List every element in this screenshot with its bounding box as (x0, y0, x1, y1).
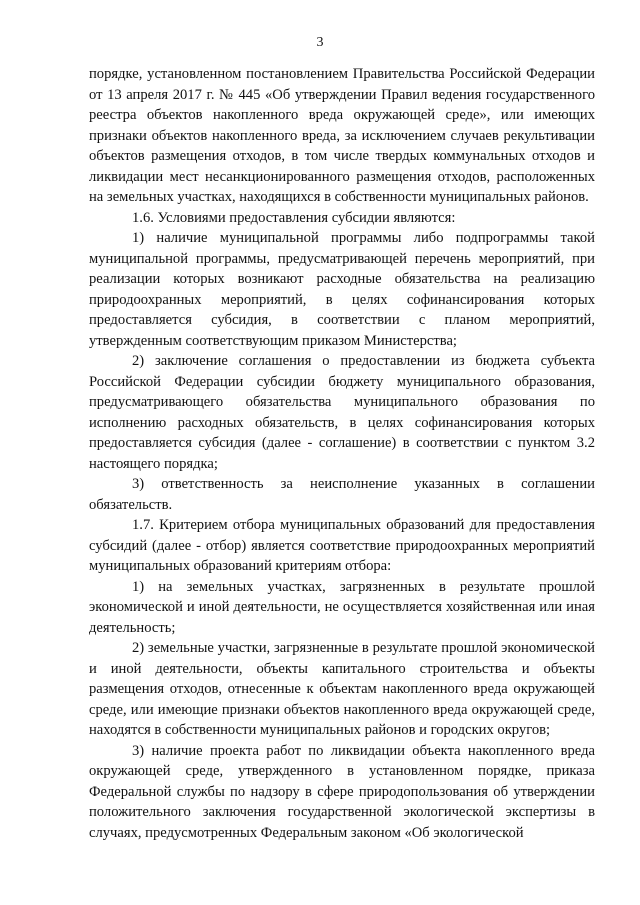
document-body (89, 64, 595, 843)
paragraph-criterion-1: 1) на земельных участках, загрязненных в результате прошлой экономической и иной деятельности, не осуществляется хозяйственная или иная деятельность; (89, 578, 595, 636)
paragraph-continuation: порядке, установленном постановлением Правительства Российской Федерации от 13 апреля 2017 г. № 445 «Об утверждении Правил ведения государственного реестра объектов накопленного вреда окружающей среде», или имеющих признаки объектов накопленного вреда, за исключением случаев рекультивации объектов размещения отходов, в том числе твердых коммунальных отходов и ликвидации мест несанкционированного размещения отходов, расположенных на земельных участках, находящихся в собственности муниципальных районов. (89, 66, 595, 205)
paragraph-condition-2: 2) заключение соглашения о предоставлении из бюджета субъекта Российской Федерации субсидии бюджету муниципального образования, предусматривающего обязательства муниципального образования по исполнению расходных обязательств, в целях софинансирования которых предоставляется субсидия (далее - соглашение) в соответствии с пунктом 3.2 настоящего порядка; (89, 353, 595, 472)
page-number: 3 (316, 35, 324, 50)
paragraph-condition-1: 1) наличие муниципальной программы либо подпрограммы такой муниципальной программы, предусматривающей перечень мероприятий, при реализации которых возникают расходные обязательства на реализацию природоохранных мероприятий, в целях софинансирования которых предоставляется субсидия, в соответствии с планом мероприятий, утвержденным соответствующим приказом Министерства; (89, 230, 595, 349)
paragraph-condition-3: 3) ответственность за неисполнение указанных в соглашении обязательств. (89, 476, 595, 513)
paragraph-criterion-3: 3) наличие проекта работ по ликвидации объекта накопленного вреда окружающей среде, утвержденного в установленном порядке, приказа Федеральной службы по надзору в сфере природопользования об утверждении положительного заключения государственной экологической экспертизы в случаях, предусмотренных Федеральным законом «Об экологической (89, 742, 595, 841)
paragraph-criterion-2: 2) земельные участки, загрязненные в результате прошлой экономической и иной деятельности, объекты капитального строительства и объекты размещения отходов, отнесенные к объектам накопленного вреда окружающей среде, или имеющие признаки объектов накопленного вреда окружающей среде, находятся в собственности муниципальных районов и городских округов; (89, 640, 595, 738)
paragraph-section-1-6: 1.6. Условиями предоставления субсидии являются: (132, 209, 456, 226)
paragraph-section-1-7: 1.7. Критерием отбора муниципальных образований для предоставления субсидий (далее - отбор) является соответствие природоохранных мероприятий муниципальных образований критериям отбора: (89, 517, 595, 574)
